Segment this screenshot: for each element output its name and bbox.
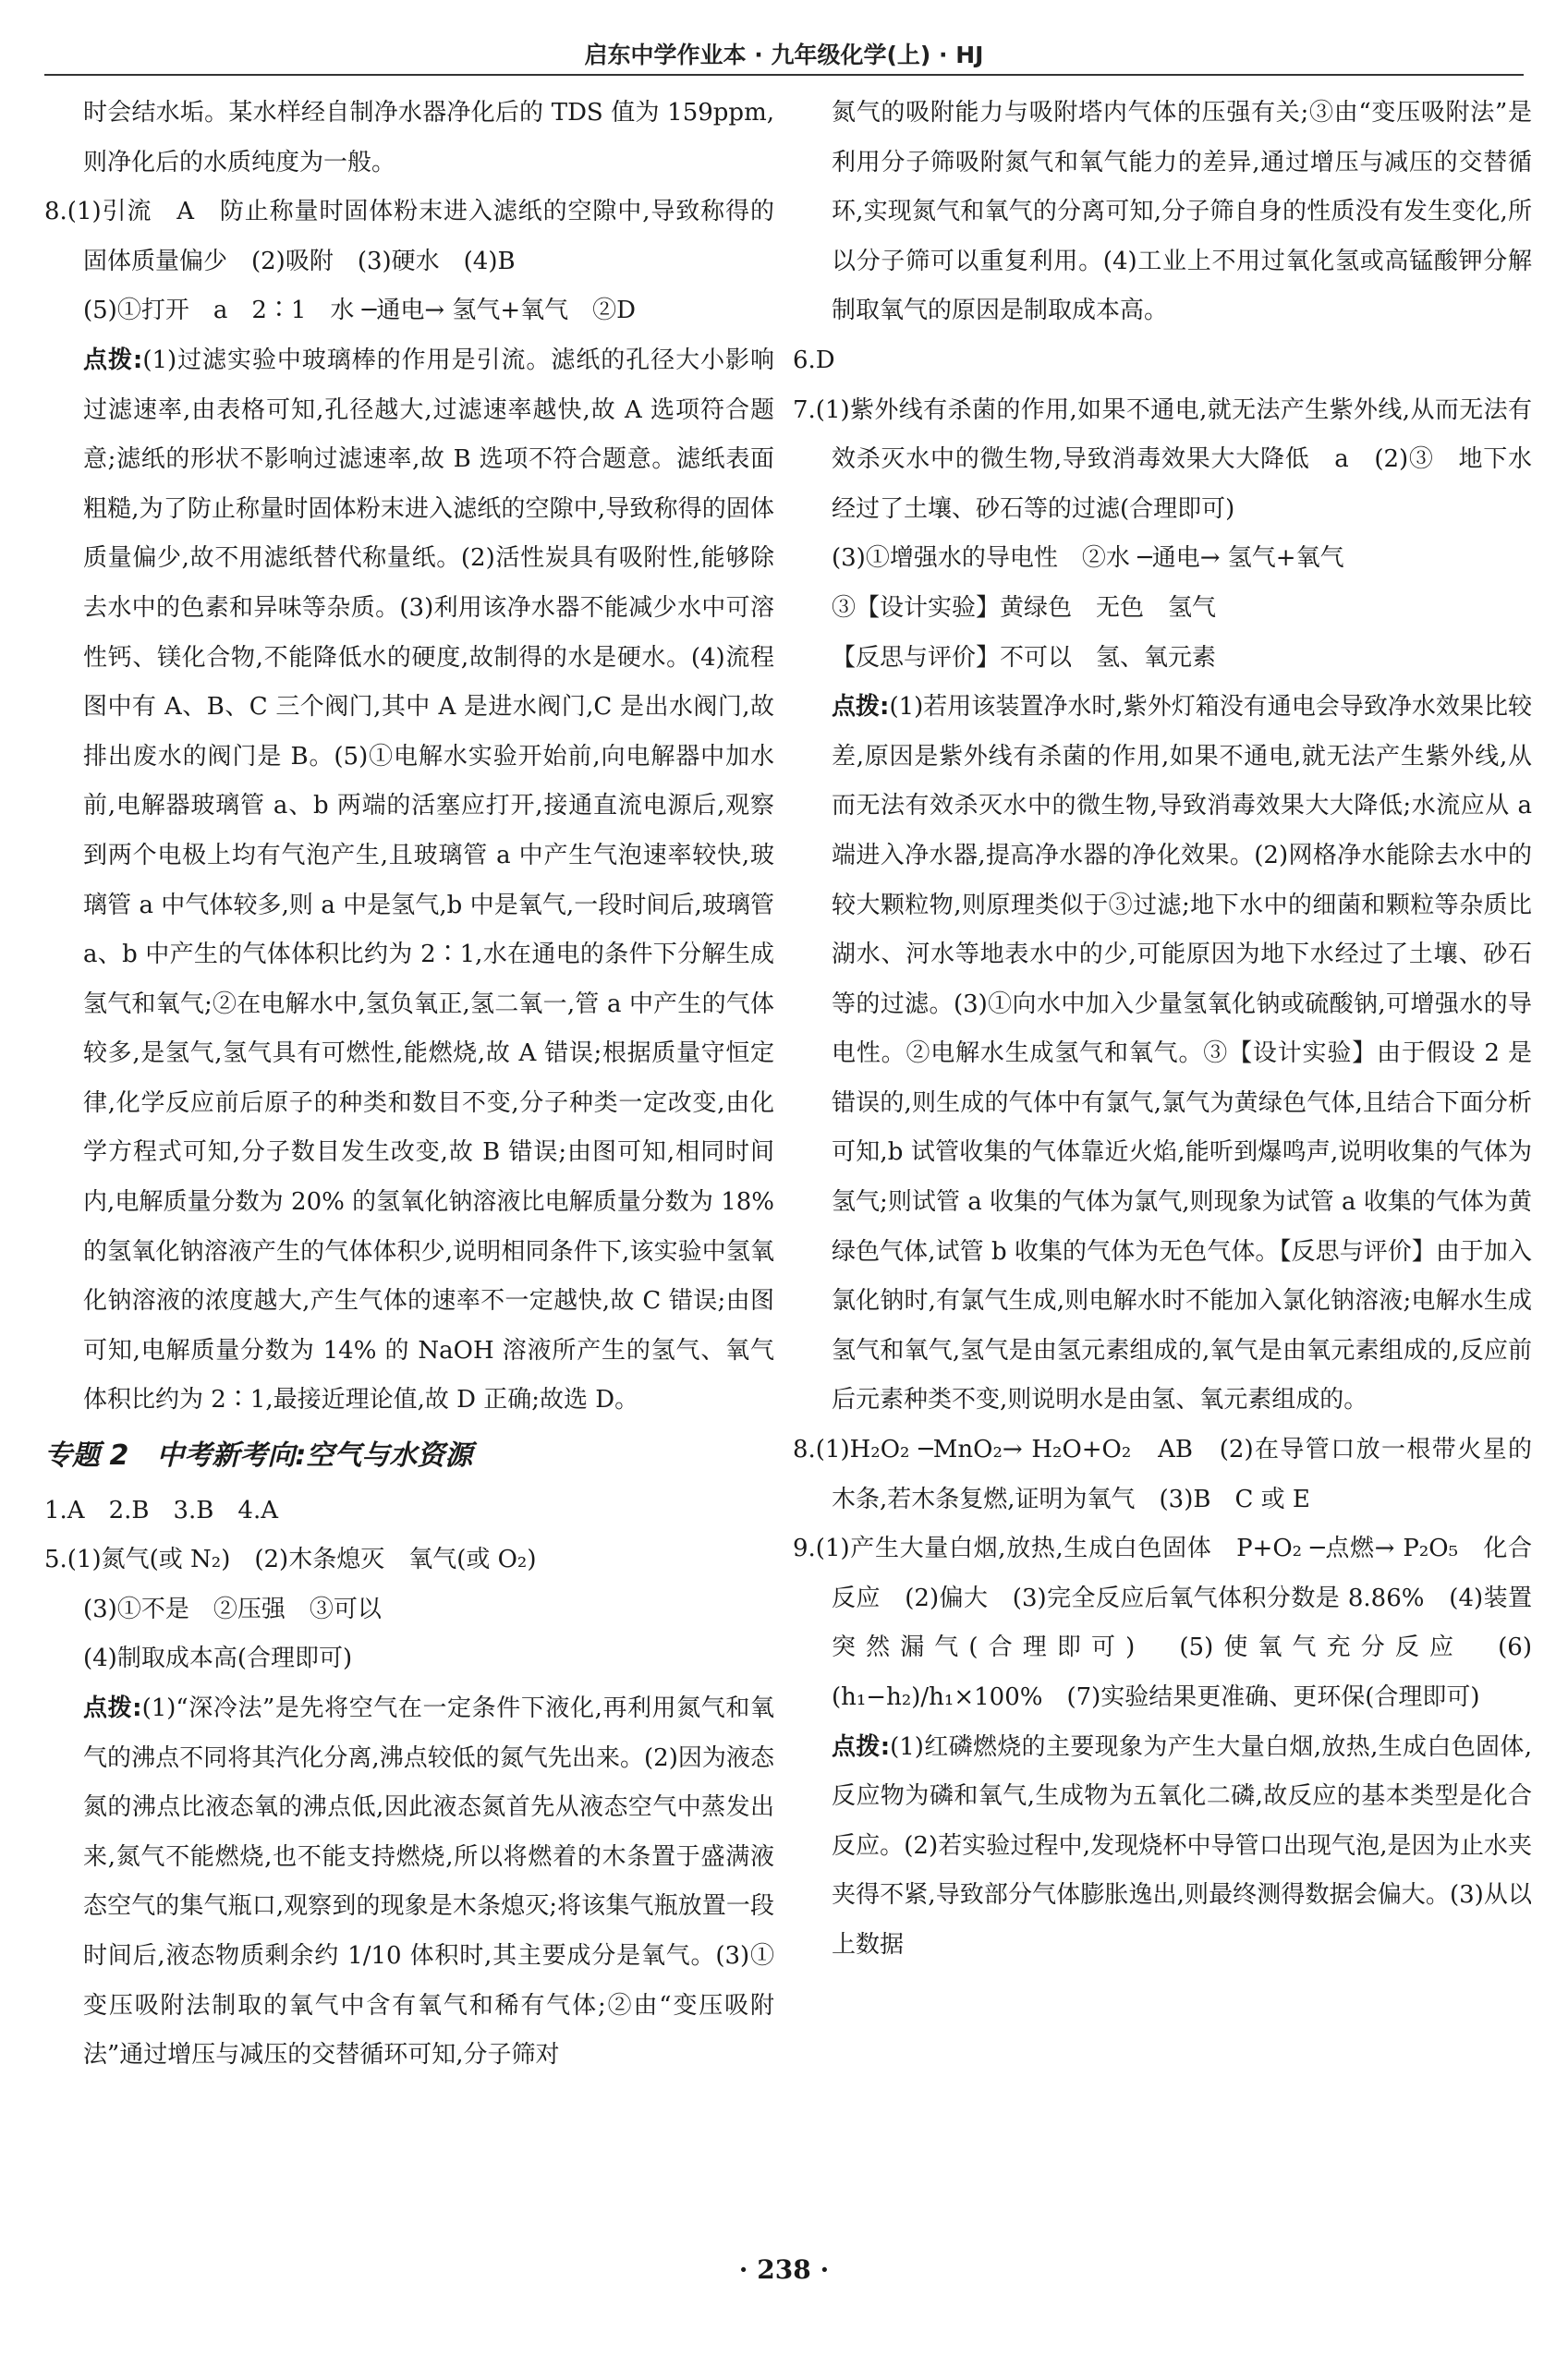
answer-q8: 8.(1)引流 A 防止称量时固体粉末进入滤纸的空隙中,导致称得的固体质量偏少 (2)吸附 (3)硬水 (4)B [44,198,774,275]
explanation-q7 [793,683,1532,1426]
hint-label: 点拨: [83,1694,142,1722]
answer-q5-part4: (4)制取成本高(合理即可) [83,1645,353,1673]
hint-label: 点拨: [832,693,890,722]
hint-label: 点拨: [83,346,143,374]
answer-q6: 6.D [793,346,835,374]
explanation-q9 [793,1723,1532,1971]
answer-q5-part3: (3)①不是 ②压强 ③可以 [83,1595,382,1623]
header-rule [44,74,1524,76]
section-title: 专题 2 中考新考向:空气与水资源 [44,1439,473,1473]
page-header: 启东中学作业本 · 九年级化学(上) · HJ [584,42,984,68]
answer-q7-part3: (3)①增强水的导电性 ②水 ─通电→ 氢气+氧气 [832,544,1344,573]
right-column [793,89,1532,2251]
paragraph: 时会结水垢。某水样经自制净水器净化后的 TDS 值为 159ppm,则净化后的水质纯度为一般。 [83,99,774,176]
answer-q7-reflect: 【反思与评价】不可以 氢、氧元素 [832,643,1217,672]
paragraph: 氮气的吸附能力与吸附塔内气体的压强有关;③由“变压吸附法”是利用分子筛吸附氮气和氧气能力的差异,通过增压与减压的交替循环,实现氮气和氧气的分离可知,分子筛自身的性质没有发生变化,所以分子筛可以重复利用。(4)工业上不用过氧化氢或高锰酸钾分解制取氧气的原因是制取成本高。 [832,99,1532,325]
answer-q7: 7.(1)紫外线有杀菌的作用,如果不通电,就无法产生紫外线,从而无法有效杀灭水中的微生物,导致消毒效果大大降低 a (2)③ 地下水经过了土壤、砂石等的过滤(合理即可) [793,395,1532,523]
explanation-text: (1)若用该装置净水时,紫外灯箱没有通电会导致净水效果比较差,原因是紫外线有杀菌的作用,如果不通电,就无法产生紫外线,从而无法有效杀灭水中的微生物,导致消毒效果大大降低;水流应从 a 端进入净水器,提高净水器的净化效果。(2)网格净水能除去水中的较大颗粒物,则原理类似于③过滤;地下水中的细菌和颗粒等杂质比湖水、河水等地表水中的少,可能原因为地下水经过了土壤、砂石等的过滤。(3)①向水中加入少量氢氧化钠或硫酸钠,可增强水的导电性。②电解水生成氢气和氧气。③【设计实验】由于假设 2 是错误的,则生成的气体中有氯气,氯气为黄绿色气体,且结合下面分析可知,b 试管收集的气体靠近火焰,能听到爆鸣声,说明收集的气体为氢气;则试管 a 收集的气体为氯气,则现象为试管 a 收集的气体为黄绿色气体,试管 b 收集的气体为无色气体。【反思与评价】由于加入氯化钠时,有氯气生成,则电解水时不能加入氯化钠溶液;电解水生成氢气和氧气,氢气是由氢元素组成的,氧气是由氧元素组成的,反应前后元素种类不变,则说明水是由氢、氧元素组成的。 [832,693,1532,1415]
hint-label: 点拨: [832,1732,891,1761]
explanation-text: (1)过滤实验中玻璃棒的作用是引流。滤纸的孔径大小影响过滤速率,由表格可知,孔径越大,过滤速率越快,故 A 选项符合题意;滤纸的形状不影响过滤速率,故 B 选项不符合题意。滤纸表面粗糙,为了防止称量时固体粉末进入滤纸的空隙中,导致称得的固体质量偏少,故不用滤纸替代称量纸。(2)活性炭具有吸附性,能够除去水中的色素和异味等杂质。(3)利用该净水器不能减少水中可溶性钙、镁化合物,不能降低水的硬度,故制得的水是硬水。(4)流程图中有 A、B、C 三个阀门,其中 A 是进水阀门,C 是出水阀门,故排出废水的阀门是 B。(5)①电解水实验开始前,向电解器中加水前,电解器玻璃管 a、b 两端的活塞应打开,接通直流电源后,观察到两个电极上均有气泡产生,且玻璃管 a 中产生气泡速率较快,玻璃管 a 中气体较多,则 a 中是氢气,b 中是氧气,一段时间后,玻璃管 a、b 中产生的气体体积比约为 2∶1,水在通电的条件下分解生成氢气和氧气;②在电解水中,氢负氧正,氢二氧一,管 a 中产生的气体较多,是氢气,氢气具有可燃性,能燃烧,故 A 错误;根据质量守恒定律,化学反应前后原子的种类和数目不变,分子种类一定改变,由化学方程式可知,分子数目发生改变,故 B 错误;由图可知,相同时间内,电解质量分数为 20% 的氢氧化钠溶液比电解质量分数为 18% 的氢氧化钠溶液产生的气体体积少,说明相同条件下,该实验中氢氧化钠溶液的浓度越大,产生气体的速率不一定越快,故 C 错误;由图可知,电解质量分数为 14% 的 NaOH 溶液所产生的氢气、氧气体积比约为 2∶1,最接近理论值,故 D 正确;故选 D。 [83,346,774,1415]
answer-q8-part5: (5)①打开 a 2∶1 水 ─通电→ 氢气+氧气 ②D [83,297,637,325]
answer-q8: 8.(1)H₂O₂ ─MnO₂→ H₂O+O₂ AB (2)在导管口放一根带火星的木条,若木条复燃,证明为氧气 (3)B C 或 E [793,1436,1532,1513]
answer-q9: 9.(1)产生大量白烟,放热,生成白色固体 P+O₂ ─点燃→ P₂O₅ 化合反应 (2)偏大 (3)完全反应后氧气体积分数是 8.86% (4)装置突然漏气(合理即可) (5)使氧气充分反应 (6)(h₁−h₂)/h₁×100% (7)实验结果更准确、更环保(合理即可) [793,1535,1532,1711]
explanation-text: (1)红磷燃烧的主要现象为产生大量白烟,放热,生成白色固体,反应物为磷和氧气,生成物为五氧化二磷,故反应的基本类型是化合反应。(2)若实验过程中,发现烧杯中导管口出现气泡,是因为止水夹夹得不紧,导致部分气体膨胀逸出,则最终测得数据会偏大。(3)从以上数据 [832,1732,1532,1959]
explanation-q5 [44,1684,774,2081]
explanation-q8 [44,336,774,1426]
answer-q5: 5.(1)氮气(或 N₂) (2)木条熄灭 氧气(或 O₂) [44,1546,537,1574]
explanation-text: (1)“深冷法”是先将空气在一定条件下液化,再利用氮气和氧气的沸点不同将其汽化分离,沸点较低的氮气先出来。(2)因为液态氮的沸点比液态氧的沸点低,因此液态氮首先从液态空气中蒸发出来,氮气不能燃烧,也不能支持燃烧,所以将燃着的木条置于盛满液态空气的集气瓶口,观察到的现象是木条熄灭;将该集气瓶放置一段时间后,液态物质剩余约 1/10 体积时,其主要成分是氧气。(3)①变压吸附法制取的氧气中含有氧气和稀有气体;②由“变压吸附法”通过增压与减压的交替循环可知,分子筛对 [83,1694,774,2070]
answer-mc: 1.A 2.B 3.B 4.A [44,1496,278,1524]
answer-q7-design: ③【设计实验】黄绿色 无色 氢气 [832,593,1217,622]
page-number: · 238 · [738,2254,830,2285]
left-column [44,89,774,2251]
